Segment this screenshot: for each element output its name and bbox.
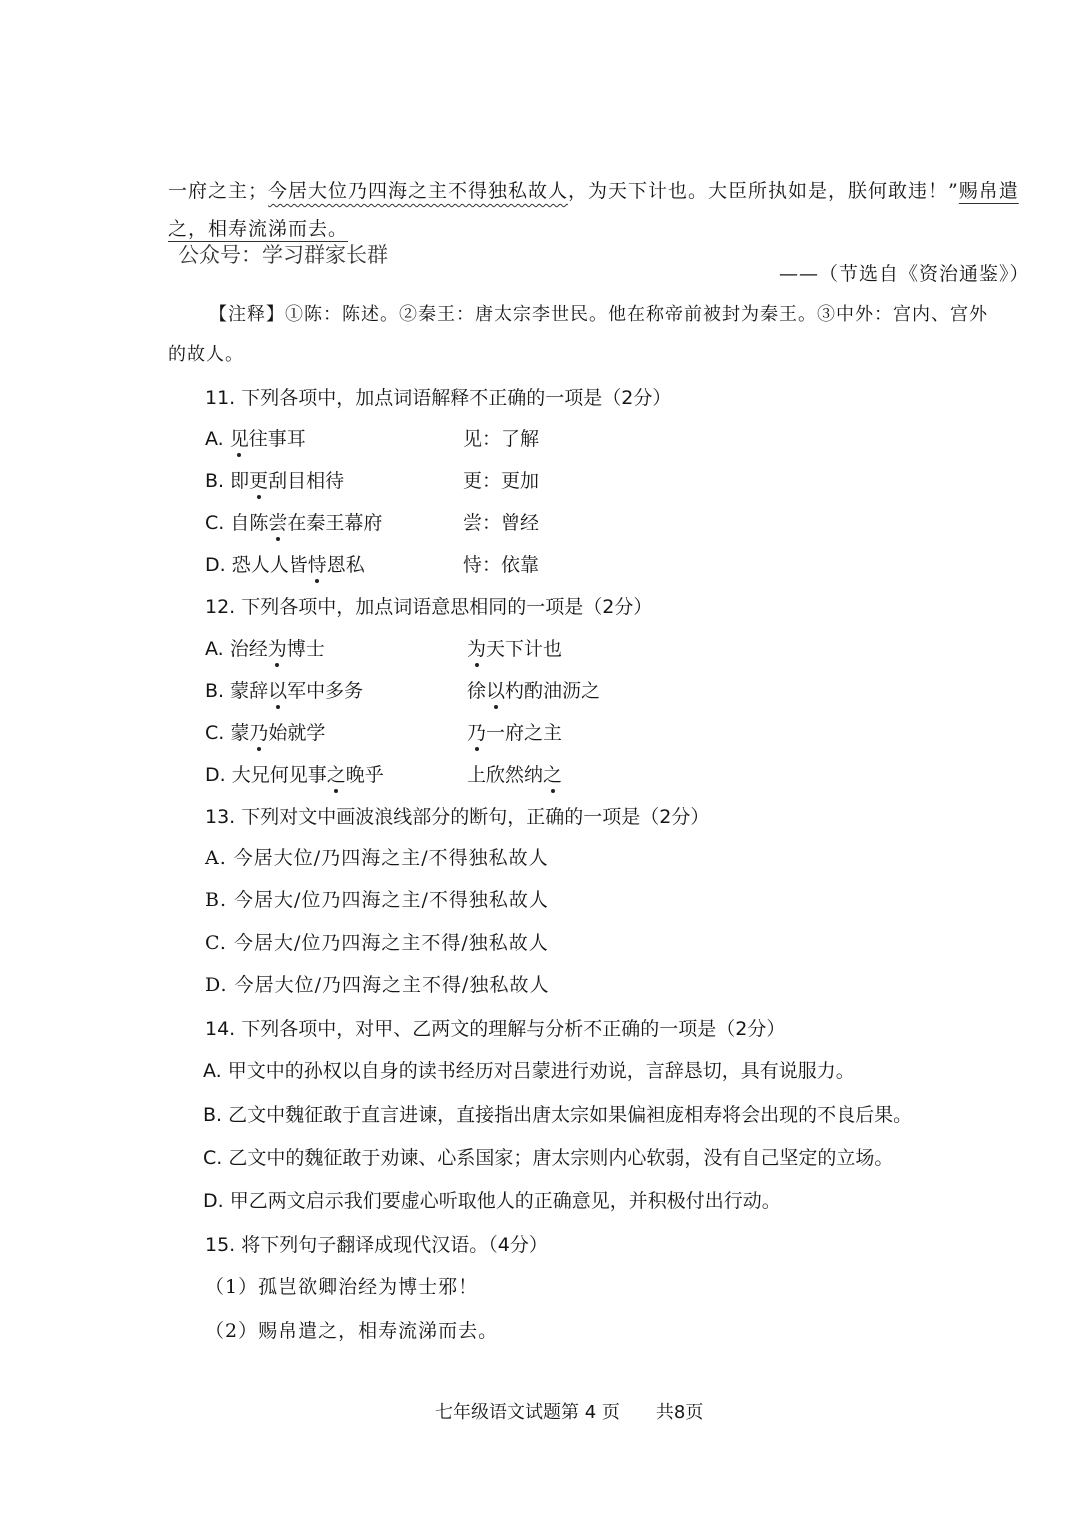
emphasized-word: 之 <box>326 764 346 786</box>
question-11-stem: 11. 下列各项中，加点词语解释不正确的一项是（2分） <box>205 387 672 409</box>
option-sentence-a <box>205 634 467 661</box>
question-12-stem: 12. 下列各项中，加点词语意思相同的一项是（2分） <box>205 596 653 618</box>
option-explanation: 尝：曾经 <box>463 512 540 534</box>
question-13-option-a: A. 今居大位/乃四海之主/不得独私故人 <box>205 847 549 869</box>
emphasized-word: 以 <box>486 680 506 702</box>
option-text: B. 即 <box>205 470 250 492</box>
question-12-option <box>205 634 562 661</box>
passage-text: ，为天下计也。大臣所执如是，朕何敢违！” <box>568 180 959 202</box>
option-text: 徐 <box>467 680 487 702</box>
question-15-item-1: （1）孤岂欲卿治经为博士邪！ <box>205 1276 479 1298</box>
emphasized-word: 见 <box>229 428 249 450</box>
option-explanation: 见：了解 <box>463 428 540 450</box>
question-11-option <box>205 424 539 451</box>
option-sentence-a <box>205 760 467 787</box>
question-14-option-a: A. 甲文中的孙权以自身的读书经历对吕蒙进行劝说，言辞恳切，具有说服力。 <box>203 1060 855 1082</box>
source-citation: ——（节选自《资治通鉴》） <box>779 263 1030 285</box>
option-text: 始就学 <box>268 722 326 744</box>
option-sentence-b <box>467 680 600 702</box>
option-sentence <box>205 508 463 535</box>
question-12-option <box>205 760 562 787</box>
option-text: 一府之主 <box>486 722 563 744</box>
emphasized-word: 为 <box>467 638 487 660</box>
emphasized-word: 尝 <box>268 512 288 534</box>
question-13-option-b: B. 今居大/位乃四海之主/不得独私故人 <box>205 889 549 911</box>
option-sentence-b <box>467 764 562 786</box>
watermark-text: 公众号：学习群家长群 <box>178 243 388 267</box>
question-14-option-b: B. 乙文中魏征敢于直言进谏，直接指出唐太宗如果偏袒庞相寿将会出现的不良后果。 <box>203 1104 913 1126</box>
option-text: A. 治经 <box>205 638 268 660</box>
option-sentence-b <box>467 722 562 744</box>
option-sentence <box>205 424 463 451</box>
note-line-2: 的故人。 <box>168 344 244 365</box>
option-text: D. 恐人人皆 <box>205 554 308 576</box>
wavy-underlined-text: 今居大位乃四海之主不得独私故人 <box>268 180 569 202</box>
option-text: 刮目相待 <box>268 470 345 492</box>
option-text: 杓酌油沥之 <box>505 680 601 702</box>
option-text: B. 蒙辞 <box>205 680 269 702</box>
question-13-stem: 13. 下列对文中画波浪线部分的断句，正确的一项是（2分） <box>205 806 710 828</box>
option-sentence-b <box>467 638 562 660</box>
option-text: C. 蒙 <box>205 722 250 744</box>
emphasized-word: 以 <box>268 680 288 702</box>
passage-line-1 <box>168 176 1019 203</box>
question-15-stem: 15. 将下列句子翻译成现代汉语。（4分） <box>205 1234 548 1256</box>
option-text: C. 自陈 <box>205 512 269 534</box>
question-14-option-c: C. 乙文中的魏征敢于劝谏、心系国家；唐太宗则内心软弱，没有自己坚定的立场。 <box>203 1147 894 1169</box>
question-14-stem: 14. 下列各项中，对甲、乙两文的理解与分析不正确的一项是（2分） <box>205 1018 786 1040</box>
option-text: 往事耳 <box>248 428 306 450</box>
question-13-option-d: D. 今居大位/乃四海之主不得/独私故人 <box>205 974 550 996</box>
option-text: 在秦王幕府 <box>287 512 383 534</box>
question-12-option <box>205 676 600 703</box>
passage-text: 一府之主； <box>168 180 269 202</box>
question-15-item-2: （2）赐帛遣之，相寿流涕而去。 <box>205 1320 499 1342</box>
option-explanation: 恃：依靠 <box>463 554 540 576</box>
emphasized-word: 为 <box>267 638 287 660</box>
emphasized-word: 之 <box>543 764 563 786</box>
option-sentence <box>205 466 463 493</box>
question-11-option <box>205 550 539 577</box>
option-text: 上欣然纳 <box>467 764 544 786</box>
emphasized-word: 更 <box>249 470 269 492</box>
question-13-option-c: C. 今居大/位乃四海之主不得/独私故人 <box>205 932 549 954</box>
underlined-text: 赐帛遣 <box>958 180 1019 202</box>
option-text: 博士 <box>286 638 325 660</box>
option-sentence-a <box>205 718 467 745</box>
question-11-option <box>205 508 539 535</box>
option-text: 恩私 <box>326 554 365 576</box>
option-explanation: 更：更加 <box>463 470 540 492</box>
emphasized-word: 乃 <box>249 722 269 744</box>
page-footer: 七年级语文试题第 4 页 共8页 <box>435 1402 704 1423</box>
option-text: A. <box>205 428 230 450</box>
note-line-1: 【注释】①陈：陈述。②秦王：唐太宗李世民。他在称帝前被封为秦王。③中外：宫内、宫外 <box>209 304 988 325</box>
emphasized-word: 恃 <box>307 554 327 576</box>
emphasized-word: 乃 <box>467 722 487 744</box>
question-12-option <box>205 718 562 745</box>
option-text: D. 大兄何见事 <box>205 764 327 786</box>
option-text: 天下计也 <box>486 638 563 660</box>
option-sentence-a <box>205 676 467 703</box>
passage-line-2: 之，相寿流涕而去。 <box>168 218 349 240</box>
question-11-option <box>205 466 539 493</box>
option-sentence <box>205 550 463 577</box>
option-text: 军中多务 <box>287 680 364 702</box>
question-14-option-d: D. 甲乙两文启示我们要虚心听取他人的正确意见，并积极付出行动。 <box>203 1190 781 1212</box>
option-text: 晚乎 <box>345 764 384 786</box>
